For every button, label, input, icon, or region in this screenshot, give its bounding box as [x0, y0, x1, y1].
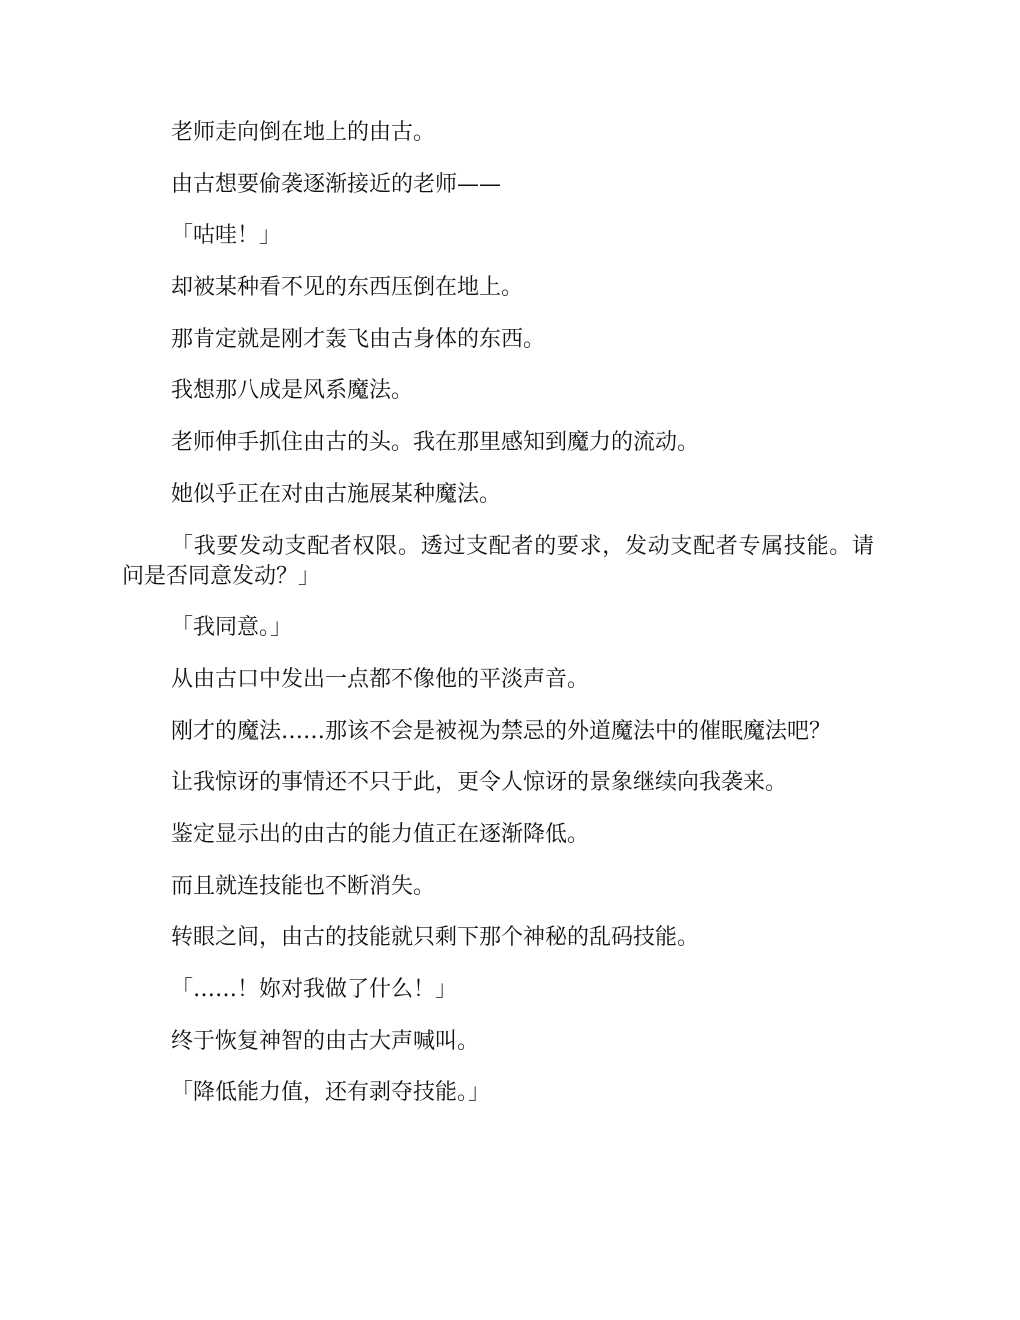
paragraph: 「我同意。」 [171, 615, 293, 641]
paragraph: 老师走向倒在地上的由古。 [171, 120, 436, 145]
paragraph: 「降低能力值，还有剥夺技能。」 [171, 1080, 491, 1106]
paragraph: 而且就连技能也不断消失。 [171, 873, 436, 899]
paragraph: 从由古口中发出一点都不像他的平淡声音。 [171, 666, 590, 692]
paragraph: 老师伸手抓住由古的头。我在那里感知到魔力的流动。 [171, 430, 700, 456]
paragraph: 终于恢复神智的由古大声喊叫。 [171, 1028, 480, 1054]
paragraph: 那肯定就是刚才轰飞由古身体的东西。 [171, 326, 546, 352]
paragraph: 由古想要偷袭逐渐接近的老师—— [171, 171, 502, 197]
paragraph: 她似乎正在对由古施展某种魔法。 [171, 481, 502, 507]
paragraph: 鉴定显示出的由古的能力值正在逐渐降低。 [171, 821, 590, 847]
paragraph: 我想那八成是风系魔法。 [171, 378, 414, 404]
document-body [122, 118, 874, 1130]
paragraph: 「咕哇！」 [171, 223, 282, 249]
paragraph: 却被某种看不见的东西压倒在地上。 [171, 275, 524, 301]
paragraph: 「我要发动支配者权限。透过支配者的要求，发动支配者专属技能。请问是否同意发动？」 [122, 533, 874, 589]
paragraph: 让我惊讶的事情还不只于此，更令人惊讶的景象继续向我袭来。 [171, 770, 788, 796]
paragraph: 转眼之间，由古的技能就只剩下那个神秘的乱码技能。 [171, 925, 700, 951]
paragraph: 「……！妳对我做了什么！」 [171, 977, 458, 1002]
paragraph: 刚才的魔法……那该不会是被视为禁忌的外道魔法中的催眠魔法吧？ [171, 718, 832, 744]
